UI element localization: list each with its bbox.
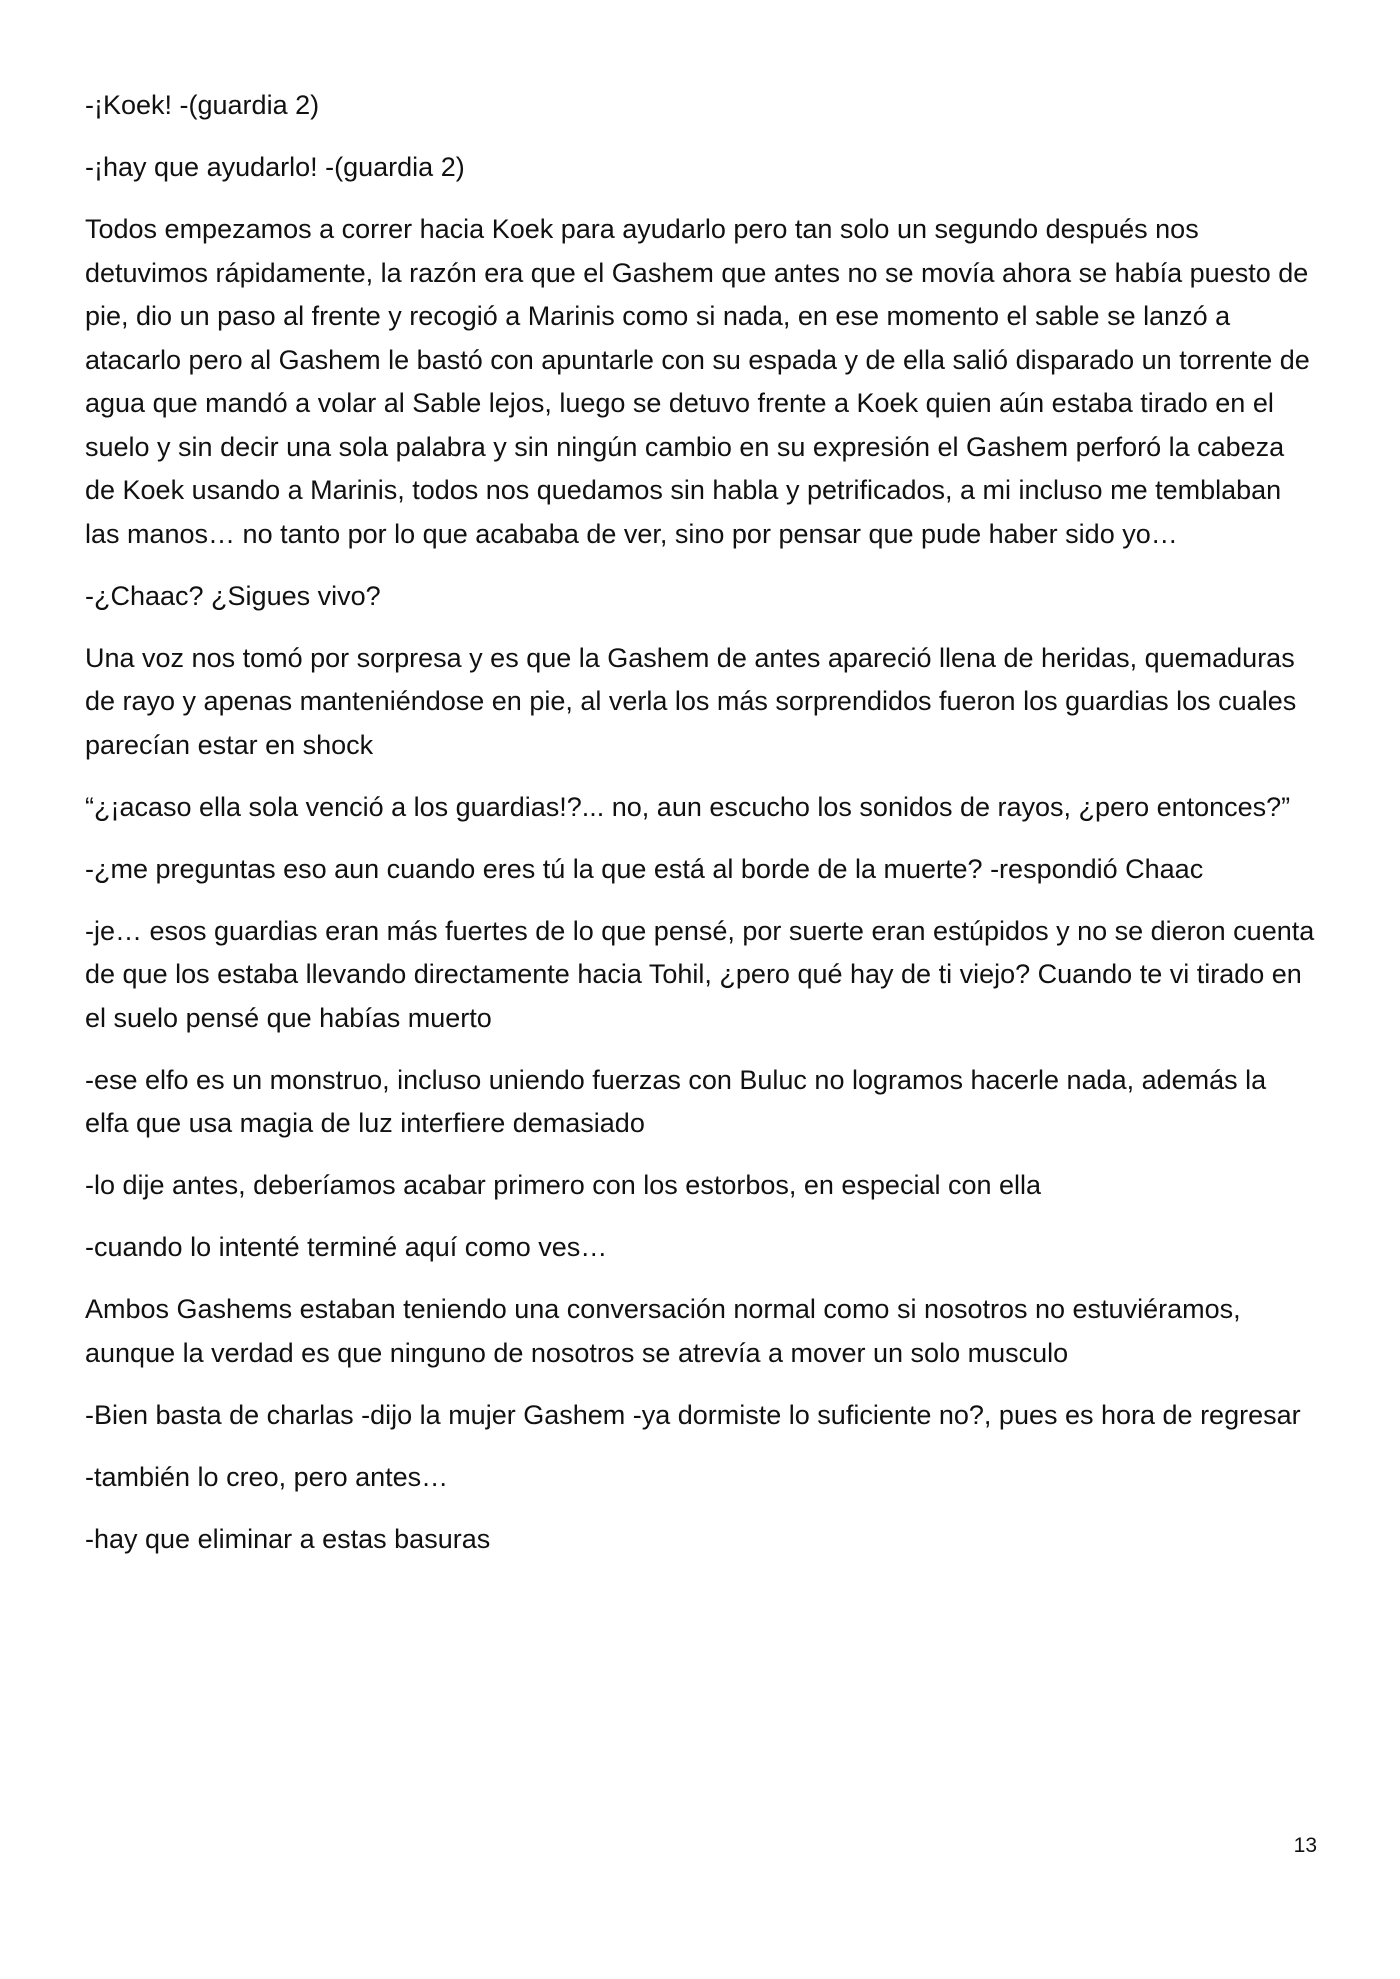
- paragraph: -je… esos guardias eran más fuertes de lo que pensé, por suerte eran estúpidos y no se dieron cuenta de que los estaba llevando directamente hacia Tohil, ¿pero qué hay de ti viejo? Cuando te vi tirado en el suelo pensé que habías muerto: [85, 915, 1315, 1033]
- paragraph: -también lo creo, pero antes…: [85, 1461, 449, 1492]
- paragraph: -hay que eliminar a estas basuras: [85, 1523, 491, 1554]
- page-body: [85, 84, 1315, 1580]
- paragraph: -¿me preguntas eso aun cuando eres tú la que está al borde de la muerte? -respondió Chaac: [85, 853, 1204, 884]
- paragraph: Una voz nos tomó por sorpresa y es que la Gashem de antes apareció llena de heridas, quemaduras de rayo y apenas manteniéndose en pie, al verla los más sorprendidos fueron los guardias los cuales parecían estar en shock: [85, 642, 1297, 760]
- paragraph: -¡hay que ayudarlo! -(guardia 2): [85, 152, 465, 182]
- paragraph: -¿Chaac? ¿Sigues vivo?: [85, 580, 381, 611]
- paragraph: Todos empezamos a correr hacia Koek para ayudarlo pero tan solo un segundo después nos detuvimos rápidamente, la razón era que el Gashem que antes no se movía ahora se había puesto de pie, dio un paso al frente y recogió a Marinis como si nada, en ese momento el sable se lanzó a atacarlo pero al Gashem le bastó con apuntarle con su espada y de ella salió disparado un torrente de agua que mandó a volar al Sable lejos, luego se detuvo frente a Koek quien aún estaba tirado en el suelo y sin decir una sola palabra y sin ningún cambio en su expresión el Gashem perforó la cabeza de Koek usando a Marinis, todos nos quedamos sin habla y petrificados, a mi incluso me temblaban las manos… no tanto por lo que acababa de ver, sino por pensar que pude haber sido yo…: [85, 214, 1310, 549]
- paragraph: “¿¡acaso ella sola venció a los guardias!?... no, aun escucho los sonidos de rayos, ¿pero entonces?”: [85, 791, 1291, 822]
- paragraph: -Bien basta de charlas -dijo la mujer Gashem -ya dormiste lo suficiente no?, pues es hora de regresar: [85, 1399, 1301, 1430]
- paragraph: -lo dije antes, deberíamos acabar primero con los estorbos, en especial con ella: [85, 1170, 1042, 1200]
- paragraph: -ese elfo es un monstruo, incluso uniendo fuerzas con Buluc no logramos hacerle nada, además la elfa que usa magia de luz interfiere demasiado: [85, 1064, 1267, 1138]
- paragraph: -¡Koek! -(guardia 2): [85, 90, 320, 120]
- page-number: 13: [1293, 1834, 1317, 1857]
- paragraph: Ambos Gashems estaban teniendo una conversación normal como si nosotros no estuviéramos, aunque la verdad es que ninguno de nosotros se atrevía a mover un solo musculo: [85, 1294, 1241, 1368]
- paragraph: -cuando lo intenté terminé aquí como ves…: [85, 1232, 608, 1262]
